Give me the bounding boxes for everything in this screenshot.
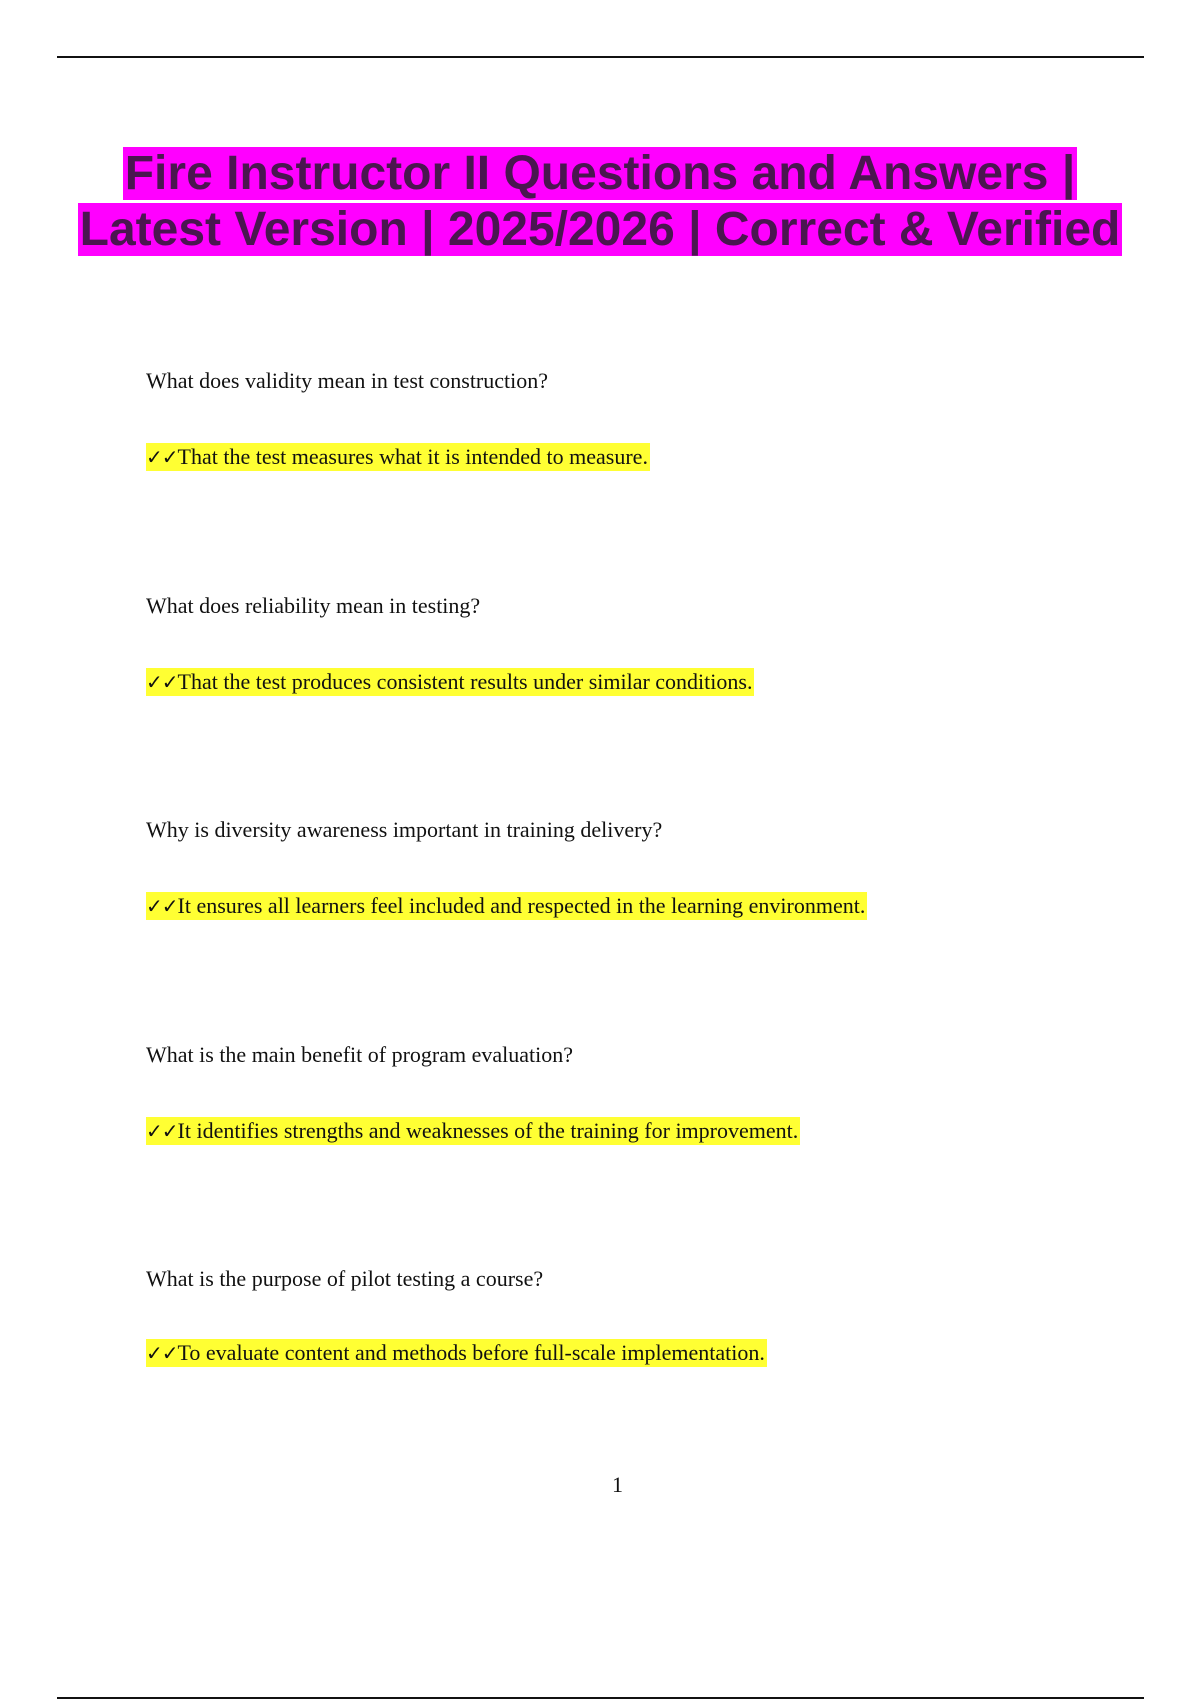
- answer-text: To evaluate content and methods before full-scale implementation.: [177, 1340, 765, 1365]
- answer-text: It ensures all learners feel included and respected in the learning environment.: [177, 893, 866, 918]
- answer: [146, 667, 754, 697]
- qa-list: [146, 366, 1126, 1489]
- answer-highlight: [146, 892, 867, 920]
- qa-item: [146, 1264, 1126, 1489]
- qa-item: [146, 1040, 1126, 1265]
- qa-item: [146, 366, 1126, 591]
- answer-highlight: [146, 1117, 800, 1145]
- qa-item: [146, 815, 1126, 1040]
- answer: [146, 1116, 800, 1146]
- answer-text: It identifies strengths and weaknesses of the training for improvement.: [177, 1117, 799, 1143]
- check-mark-icon: ✓✓: [146, 669, 178, 694]
- answer-highlight: [146, 1339, 767, 1367]
- bottom-rule: [57, 1697, 1144, 1699]
- answer-highlight: [146, 668, 754, 696]
- question-text: What is the purpose of pilot testing a course?: [146, 1266, 544, 1291]
- document-title-text: Fire Instructor II Questions and Answers | Latest Version | 2025/2026 | Correct & Verified: [79, 147, 1121, 256]
- document-title: [60, 146, 1140, 258]
- check-mark-icon: ✓✓: [146, 445, 178, 469]
- check-mark-icon: ✓✓: [146, 894, 178, 918]
- check-mark-icon: ✓✓: [146, 1341, 178, 1365]
- question-text: What is the main benefit of program evaluation?: [146, 1041, 574, 1067]
- question-text: Why is diversity awareness important in training delivery?: [146, 817, 663, 842]
- question-text: What does validity mean in test construction?: [146, 368, 549, 393]
- check-mark-icon: ✓✓: [146, 1118, 178, 1143]
- answer: [146, 891, 867, 921]
- answer-highlight: [146, 443, 650, 471]
- answer-text: That the test produces consistent results under similar conditions.: [177, 668, 753, 694]
- answer: [146, 1338, 767, 1368]
- answer: [146, 442, 650, 472]
- question-text: What does reliability mean in testing?: [146, 592, 481, 618]
- page-number: 1: [612, 1472, 623, 1497]
- top-rule: [57, 56, 1144, 58]
- answer-text: That the test measures what it is intended to measure.: [177, 444, 648, 469]
- qa-item: [146, 591, 1126, 816]
